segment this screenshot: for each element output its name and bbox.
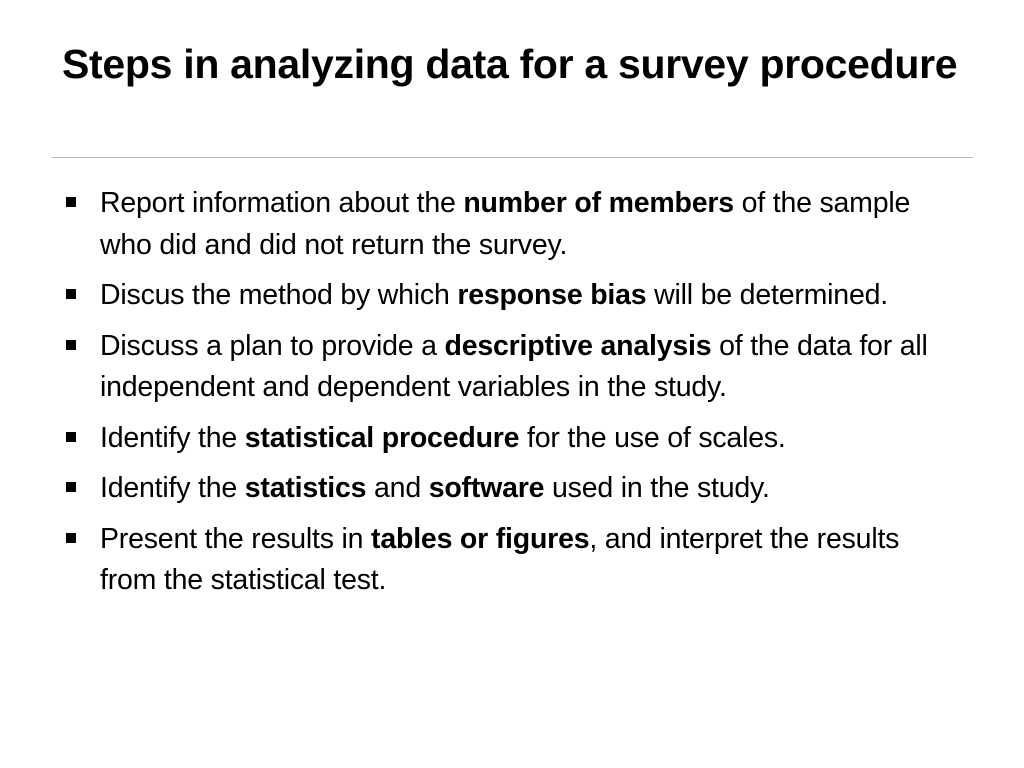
bullet-emphasis: response bias — [457, 279, 647, 311]
bullet-item — [62, 418, 962, 460]
slide-title: Steps in analyzing data for a survey procedure — [62, 41, 958, 87]
square-bullet-icon — [66, 197, 76, 207]
bullet-item — [62, 326, 962, 409]
bullet-item — [62, 468, 962, 510]
bullet-list — [62, 183, 962, 611]
bullet-text-segment: Present the results in — [100, 522, 372, 555]
bullet-text-segment: Report information about the — [100, 187, 464, 219]
bullet-text-segment: and — [366, 472, 429, 504]
bullet-text-segment: for the use of scales. — [519, 421, 786, 454]
bullet-item — [62, 183, 962, 266]
bullet-text-segment: of the data for all independent and dependent variables in the study. — [100, 329, 928, 403]
square-bullet-icon — [66, 340, 76, 350]
bullet-text-segment: will be determined. — [646, 279, 888, 311]
bullet-text-segment: Discus the method by which — [100, 279, 458, 311]
bullet-text-segment: Identify the — [100, 472, 245, 504]
bullet-emphasis: descriptive analysis — [444, 329, 712, 362]
square-bullet-icon — [66, 289, 76, 299]
bullet-text-segment: of the sample who did and did not return the survey. — [100, 187, 911, 261]
square-bullet-icon — [66, 432, 76, 442]
bullet-text-segment: used in the study. — [544, 472, 770, 504]
bullet-emphasis: tables or figures — [371, 522, 590, 555]
bullet-text-segment: Discuss a plan to provide a — [100, 329, 445, 362]
bullet-item — [62, 519, 962, 602]
bullet-emphasis: statistics — [244, 472, 367, 504]
bullet-text-segment: Identify the — [100, 421, 245, 454]
title-divider — [52, 157, 973, 158]
bullet-text-segment: , and interpret the results from the statistical test. — [100, 522, 900, 596]
bullet-emphasis: software — [428, 472, 545, 504]
square-bullet-icon — [66, 482, 76, 492]
square-bullet-icon — [66, 533, 76, 543]
bullet-emphasis: statistical procedure — [244, 421, 520, 454]
bullet-emphasis: number of members — [463, 187, 734, 219]
bullet-item — [62, 275, 962, 317]
